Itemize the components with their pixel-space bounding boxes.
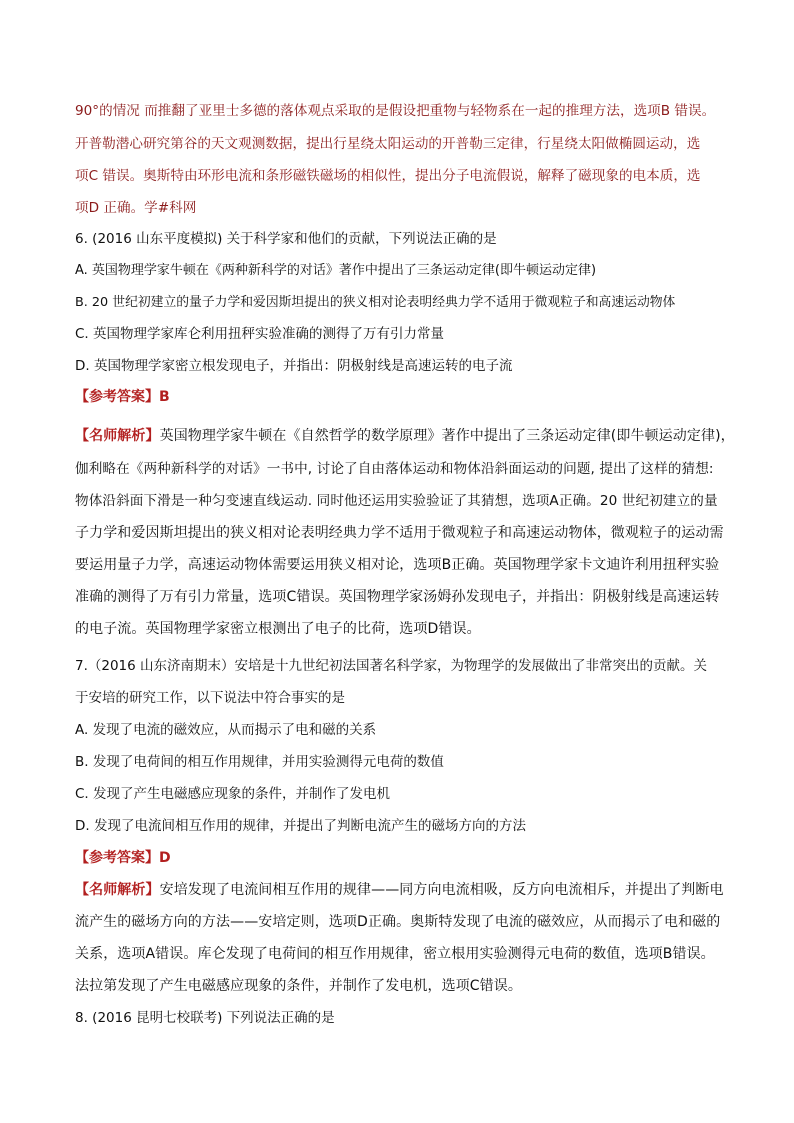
question-7-analysis-line-2: 流产生的磁场方向的方法——安培定则，选项D正确。奥斯特发现了电流的磁效应，从而揭示了电和磁的 — [75, 914, 721, 930]
question-6-option-d: D. 英国物理学家密立根发现电子，并指出：阴极射线是高速运转的电子流 — [75, 358, 513, 374]
question-7-option-c: C. 发现了产生电磁感应现象的条件，并制作了发电机 — [75, 786, 391, 802]
carryover-line-2: 开普勒潜心研究第谷的天文观测数据，提出行星绕太阳运动的开普勒三定律，行星绕太阳做椭圆运动，选 — [75, 136, 701, 152]
question-6-analysis-line-1 — [75, 426, 735, 446]
analysis-text: 英国物理学家牛顿在《自然哲学的数学原理》著作中提出了三条运动定律(即牛顿运动定律)， — [159, 428, 735, 444]
carryover-line-4: 项D 正确。学#科网 — [75, 200, 197, 216]
question-7-option-b: B. 发现了电荷间的相互作用规律，并用实验测得元电荷的数值 — [75, 754, 444, 770]
question-7-analysis-line-3: 关系，选项A错误。库仑发现了电荷间的相互作用规律，密立根用实验测得元电荷的数值，选项B错误。 — [75, 946, 715, 962]
question-6-option-c: C. 英国物理学家库仑利用扭秤实验准确的测得了万有引力常量 — [75, 326, 445, 342]
analysis-label: 【名师解析】 — [75, 882, 160, 898]
carryover-line-1: 90°的情况 而推翻了亚里士多德的落体观点采取的是假设把重物与轻物系在一起的推理方法，选项B 错误。 — [75, 103, 716, 119]
question-7-analysis-line-4: 法拉第发现了产生电磁感应现象的条件，并制作了发电机，选项C错误。 — [75, 978, 522, 994]
answer-label: 【参考答案】 — [75, 850, 159, 866]
question-7-analysis-line-1 — [75, 880, 735, 900]
question-6-stem: 6. (2016 山东平度模拟) 关于科学家和他们的贡献，下列说法正确的是 — [75, 231, 497, 247]
question-6-analysis-line-2: 伽利略在《两种新科学的对话》一书中, 讨论了自由落体运动和物体沿斜面运动的问题, 提出了这样的猜想: — [75, 461, 714, 477]
question-6-option-a: A. 英国物理学家牛顿在《两种新科学的对话》著作中提出了三条运动定律(即牛顿运动定律) — [75, 263, 597, 278]
question-6-analysis-line-7: 的电子流。英国物理学家密立根测出了电子的比荷，选项D错误。 — [75, 621, 481, 637]
analysis-label: 【名师解析】 — [75, 428, 160, 444]
answer-value: B — [159, 389, 170, 405]
carryover-line-3: 项C 错误。奥斯特由环形电流和条形磁铁磁场的相似性，提出分子电流假说，解释了磁现象的电本质，选 — [75, 168, 701, 184]
question-7-option-d: D. 发现了电流间相互作用的规律，并提出了判断电流产生的磁场方向的方法 — [75, 818, 526, 834]
question-7-answer — [75, 848, 735, 868]
answer-value: D — [159, 850, 171, 866]
analysis-text: 安培发现了电流间相互作用的规律——同方向电流相吸，反方向电流相斥，并提出了判断电 — [159, 882, 724, 898]
question-6-analysis-line-5: 要运用量子力学，高速运动物体需要运用狭义相对论，选项B正确。英国物理学家卡文迪许利用扭秤实验 — [75, 557, 720, 573]
question-8-stem: 8. (2016 昆明七校联考) 下列说法正确的是 — [75, 1010, 335, 1026]
question-6-option-b: B. 20 世纪初建立的量子力学和爱因斯坦提出的狭义相对论表明经典力学不适用于微观粒子和高速运动物体 — [75, 295, 676, 310]
question-7-option-a: A. 发现了电流的磁效应，从而揭示了电和磁的关系 — [75, 722, 377, 738]
question-7-stem-line-2: 于安培的研究工作，以下说法中符合事实的是 — [75, 690, 345, 706]
question-6-analysis-line-4: 子力学和爱因斯坦提出的狭义相对论表明经典力学不适用于微观粒子和高速运动物体，微观粒子的运动需 — [75, 525, 724, 541]
question-6-analysis-line-3: 物体沿斜面下滑是一种匀变速直线运动. 同时他还运用实验验证了其猜想，选项A正确。20 世纪初建立的量 — [75, 493, 718, 509]
question-6-answer — [75, 387, 735, 407]
question-7-stem-line-1: 7.（2016 山东济南期末）安培是十九世纪初法国著名科学家，为物理学的发展做出了非常突出的贡献。关 — [75, 658, 708, 674]
question-6-analysis-line-6: 准确的测得了万有引力常量，选项C错误。英国物理学家汤姆孙发现电子，并指出：阴极射线是高速运转 — [75, 589, 720, 605]
answer-label: 【参考答案】 — [75, 389, 159, 405]
